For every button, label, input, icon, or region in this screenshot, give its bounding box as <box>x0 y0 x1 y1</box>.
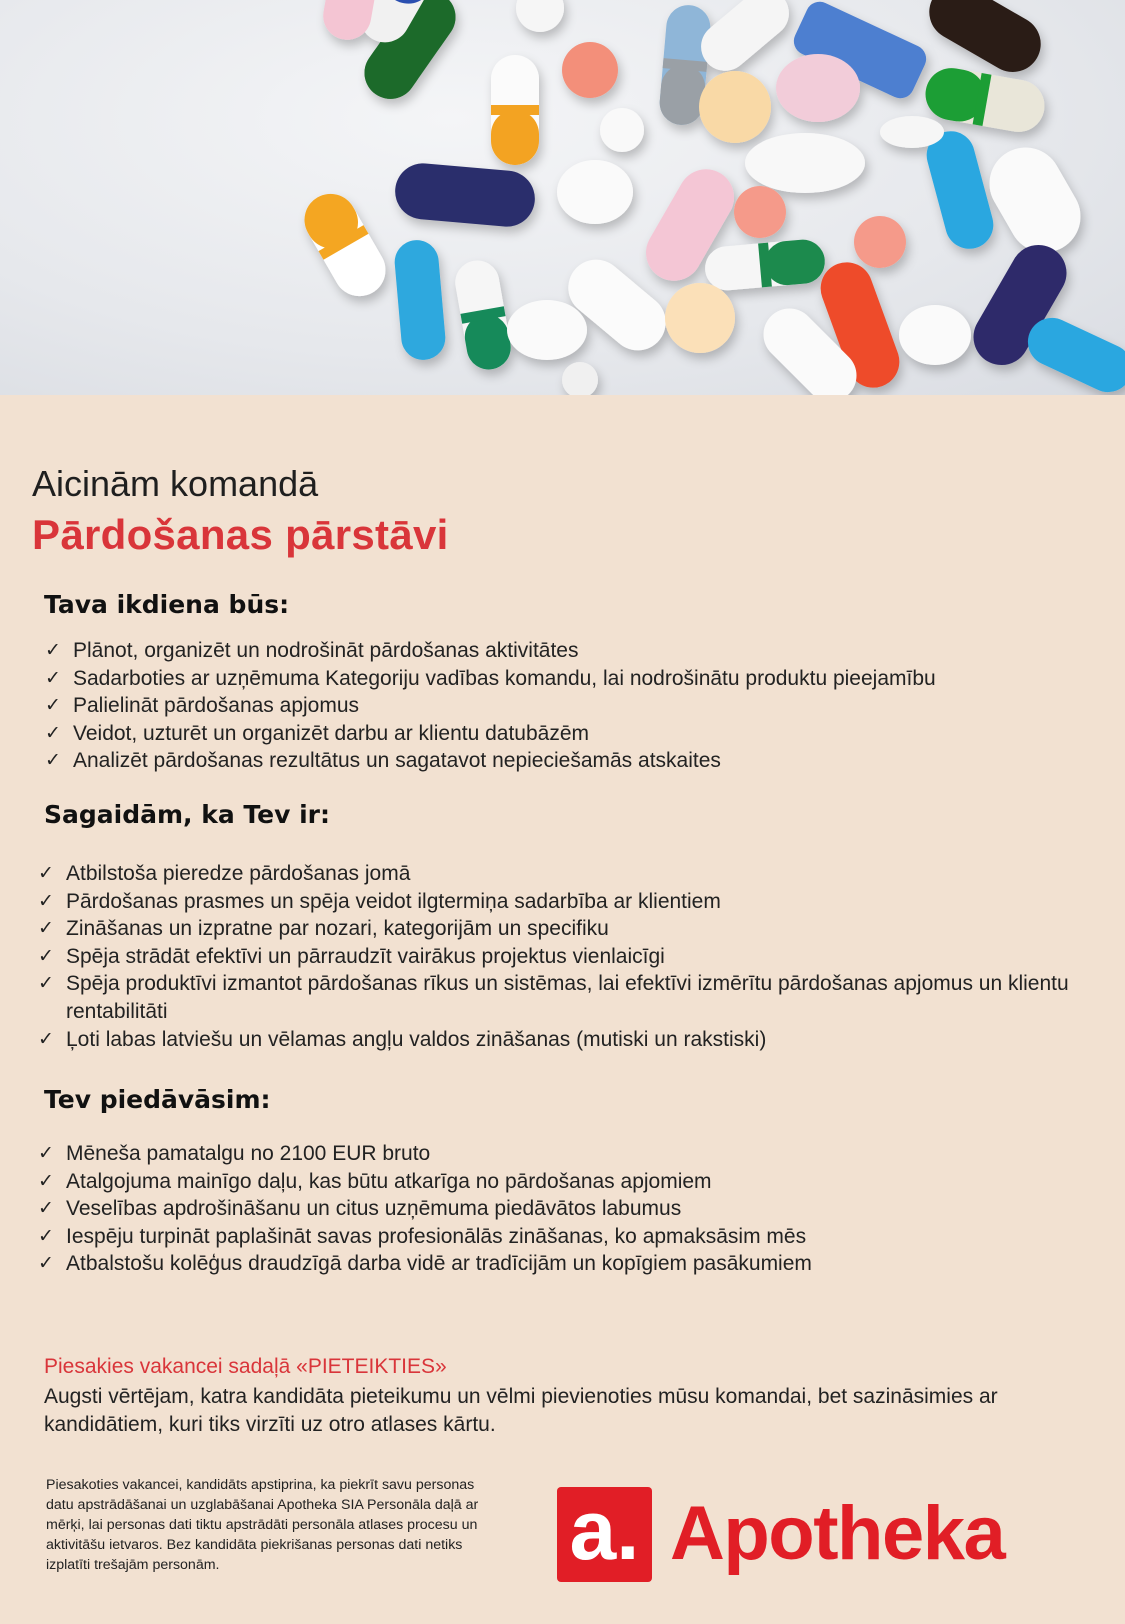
apotheka-logo <box>557 1483 1057 1582</box>
check-icon: ✓ <box>38 862 54 884</box>
list-item: ✓ Analizēt pārdošanas rezultātus un sagatavot nepieciešamās atskaites <box>45 747 936 775</box>
section-title-offer: Tev piedāvāsim: <box>44 1085 271 1114</box>
hero-pills-photo <box>0 0 1125 395</box>
list-item: ✓ Spēja strādāt efektīvi un pārraudzīt vairākus projektus vienlaicīgi <box>38 943 1078 971</box>
check-icon: ✓ <box>45 666 61 689</box>
check-icon: ✓ <box>38 944 54 967</box>
privacy-disclaimer: Piesakoties vakancei, kandidāts apstiprina, ka piekrīt savu personas datu apstrādāšanai un uzglabāšanai Apotheka SIA Personāla daļā ar mērķi, lai personas dati tiktu apstrādāti personāla atlases procesu un aktivitāšu ietvaros. Bez kandidāta piekrišanas personas dati netiks izplatīti trešajām personām. <box>46 1477 479 1573</box>
role-title: Pārdošanas pārstāvi <box>32 511 449 558</box>
daily-tasks-list <box>45 637 936 775</box>
job-posting <box>0 395 1125 1624</box>
check-icon: ✓ <box>45 749 61 772</box>
list-item: ✓ Atalgojuma mainīgo daļu, kas būtu atkarīga no pārdošanas apjomiem <box>38 1168 812 1196</box>
list-item: ✓ Pārdošanas prasmes un spēja veidot ilgtermiņa sadarbība ar klientiem <box>38 888 1078 916</box>
check-icon: ✓ <box>38 1252 54 1275</box>
logo-wordmark: Apotheka <box>670 1491 1005 1576</box>
logo-mark: a. <box>557 1487 652 1582</box>
list-item: ✓ Palielināt pārdošanas apjomus <box>45 692 936 720</box>
pills-illustration <box>0 0 1125 395</box>
check-icon: ✓ <box>38 1142 54 1164</box>
list-item: ✓ Zināšanas un izpratne par nozari, kategorijām un specifiku <box>38 915 1078 943</box>
list-item: ✓ Atbilstoša pieredze pārdošanas jomā <box>38 860 1078 888</box>
section-title-requirements: Sagaidām, ka Tev ir: <box>44 800 331 829</box>
check-icon: ✓ <box>38 972 54 995</box>
list-item: ✓ Atbalstošu kolēģus draudzīgā darba vidē ar tradīcijām un kopīgiem pasākumiem <box>38 1250 812 1278</box>
offer-list <box>38 1140 812 1278</box>
requirements-list <box>38 860 1078 1053</box>
check-icon: ✓ <box>38 1197 54 1220</box>
apply-text: Augsti vērtējam, katra kandidāta pieteikumu un vēlmi pievienoties mūsu komandai, bet sazināsimies ar kandidātiem, kuri tiks virzīti uz otro atlases kārtu. <box>44 1385 998 1436</box>
list-item: ✓ Mēneša pamatalgu no 2100 EUR bruto <box>38 1140 812 1168</box>
check-icon: ✓ <box>38 889 54 912</box>
section-title-daily: Tava ikdiena būs: <box>44 590 290 619</box>
check-icon: ✓ <box>38 1027 54 1050</box>
apply-heading: Piesakies vakancei sadaļā «PIETEIKTIES» <box>44 1355 447 1378</box>
check-icon: ✓ <box>38 917 54 940</box>
list-item: ✓ Veidot, uzturēt un organizēt darbu ar klientu datubāzēm <box>45 720 936 748</box>
check-icon: ✓ <box>45 721 61 744</box>
list-item: ✓ Ļoti labas latviešu un vēlamas angļu valdos zināšanas (mutiski un rakstiski) <box>38 1026 1078 1054</box>
check-icon: ✓ <box>38 1169 54 1192</box>
check-icon: ✓ <box>45 639 61 661</box>
list-item: ✓ Veselības apdrošināšanu un citus uzņēmuma piedāvātos labumus <box>38 1195 812 1223</box>
list-item: ✓ Sadarboties ar uzņēmuma Kategoriju vadības komandu, lai nodrošinātu produktu pieejamību <box>45 665 936 693</box>
intro-heading: Aicinām komandā <box>32 463 319 504</box>
list-item: ✓ Plānot, organizēt un nodrošināt pārdošanas aktivitātes <box>45 637 936 665</box>
check-icon: ✓ <box>38 1224 54 1247</box>
list-item: ✓ Spēja produktīvi izmantot pārdošanas rīkus un sistēmas, lai efektīvi izmērītu pārdošanas apjomus un klientu rentabilitāti <box>38 972 1069 1023</box>
list-item: ✓ Iespēju turpināt paplašināt savas profesionālās zināšanas, ko apmaksāsim mēs <box>38 1223 812 1251</box>
check-icon: ✓ <box>45 694 61 717</box>
